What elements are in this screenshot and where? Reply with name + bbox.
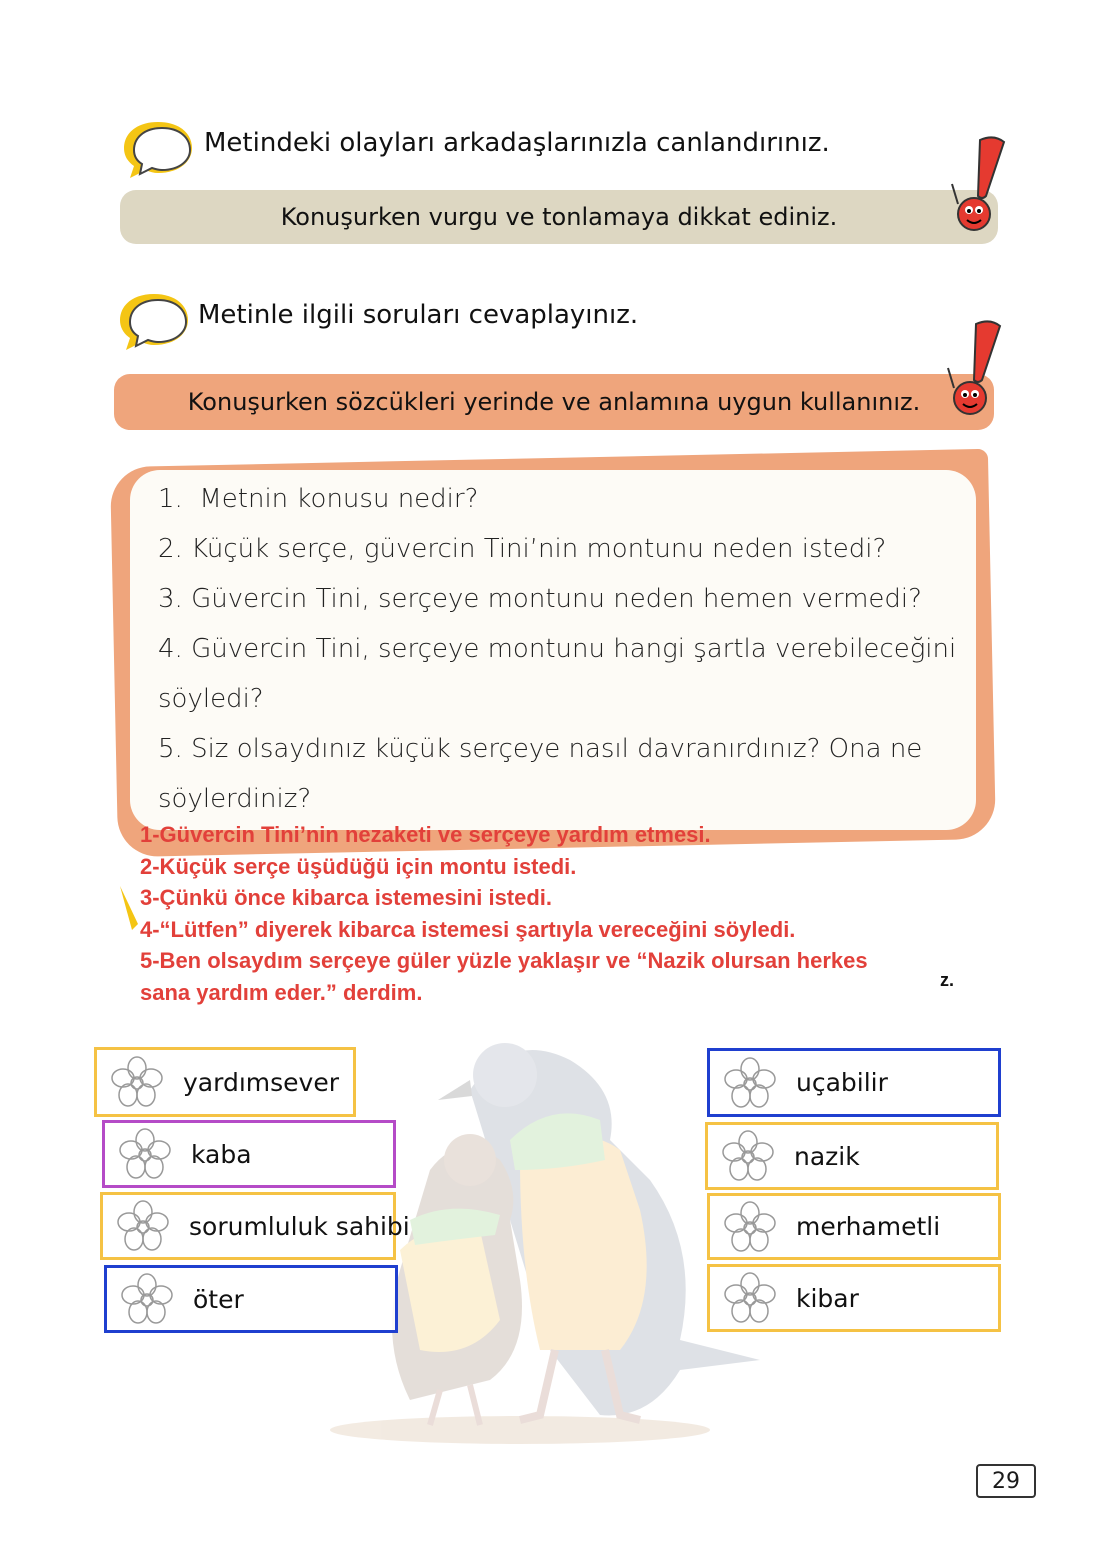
flower-icon bbox=[724, 1201, 776, 1253]
word-label: yardımsever bbox=[183, 1067, 339, 1097]
tip-banner-2 bbox=[114, 374, 994, 430]
page-number bbox=[976, 1464, 1036, 1498]
answer-5-continued: sana yardım eder.” derdim. bbox=[140, 979, 423, 1005]
tip-banner-1-text: Konuşurken vurgu ve tonlamaya dikkat ediniz. bbox=[280, 203, 838, 231]
exclamation-mark-icon bbox=[950, 134, 1014, 234]
speech-bubble-icon bbox=[118, 118, 196, 182]
word-label: öter bbox=[193, 1284, 244, 1314]
flower-icon bbox=[724, 1272, 776, 1324]
answers-block bbox=[140, 819, 868, 1008]
word-label: kibar bbox=[796, 1283, 859, 1313]
word-card-nazik[interactable] bbox=[705, 1122, 999, 1190]
stray-text: z. bbox=[940, 970, 955, 990]
word-label: uçabilir bbox=[796, 1068, 888, 1097]
question-4-continued: söyledi? bbox=[158, 684, 264, 714]
word-card-sorumluluk-sahibi[interactable] bbox=[100, 1192, 410, 1260]
word-card-kaba[interactable] bbox=[102, 1120, 396, 1188]
word-card-ucabilir[interactable] bbox=[707, 1048, 1001, 1117]
flower-icon bbox=[722, 1130, 774, 1182]
tip-banner-1 bbox=[120, 190, 998, 244]
word-card-oter[interactable] bbox=[104, 1265, 398, 1333]
tip-banner-2-text: Konuşurken sözcükleri yerinde ve anlamına uygun kullanınız. bbox=[187, 388, 921, 416]
speech-bubble-icon bbox=[114, 290, 192, 354]
flower-icon bbox=[119, 1128, 171, 1180]
section-2-heading: Metinle ilgili soruları cevaplayınız. bbox=[198, 300, 639, 330]
word-card-kibar[interactable] bbox=[707, 1264, 1001, 1332]
section-1-heading: Metindeki olayları arkadaşlarınızla canlandırınız. bbox=[204, 128, 830, 158]
flower-icon bbox=[111, 1056, 163, 1108]
word-label: merhametli bbox=[796, 1212, 941, 1241]
yellow-marker-icon bbox=[118, 884, 140, 934]
question-1: 1. Metnin konusu nedir? bbox=[158, 484, 479, 514]
word-label: sorumluluk sahibi bbox=[189, 1211, 410, 1241]
answer-2: 2-Küçük serçe üşüdüğü için montu istedi. bbox=[140, 853, 577, 879]
answer-4: 4-“Lütfen” diyerek kibarca istemesi şartıyla vereceğini söyledi. bbox=[140, 916, 796, 942]
question-5-continued: söylerdiniz? bbox=[158, 784, 312, 814]
answer-3: 3-Çünkü önce kibarca istemesini istedi. bbox=[140, 885, 553, 910]
flower-icon bbox=[117, 1200, 169, 1252]
word-label: kaba bbox=[191, 1139, 252, 1169]
flower-icon bbox=[724, 1057, 776, 1109]
answer-1: 1-Güvercin Tini’nin nezaketi ve serçeye yardım etmesi. bbox=[140, 822, 711, 847]
word-card-merhametli[interactable] bbox=[707, 1193, 1001, 1260]
answer-5: 5-Ben olsaydım serçeye güler yüzle yaklaşır ve “Nazik olursan herkes bbox=[140, 948, 868, 973]
question-2: 2. Küçük serçe, güvercin Tini’nin montunu neden istedi? bbox=[158, 534, 887, 564]
question-4: 4. Güvercin Tini, serçeye montunu hangi şartla verebileceğini bbox=[158, 634, 957, 664]
question-3: 3. Güvercin Tini, serçeye montunu neden hemen vermedi? bbox=[158, 584, 922, 614]
questions-list bbox=[158, 474, 958, 824]
page-number-text: 29 bbox=[992, 1468, 1020, 1494]
exclamation-mark-icon bbox=[946, 318, 1010, 418]
word-card-yardimsever[interactable] bbox=[94, 1047, 356, 1117]
word-label: nazik bbox=[794, 1141, 860, 1171]
flower-icon bbox=[121, 1273, 173, 1325]
question-5: 5. Siz olsaydınız küçük serçeye nasıl davranırdınız? Ona ne bbox=[158, 734, 923, 764]
